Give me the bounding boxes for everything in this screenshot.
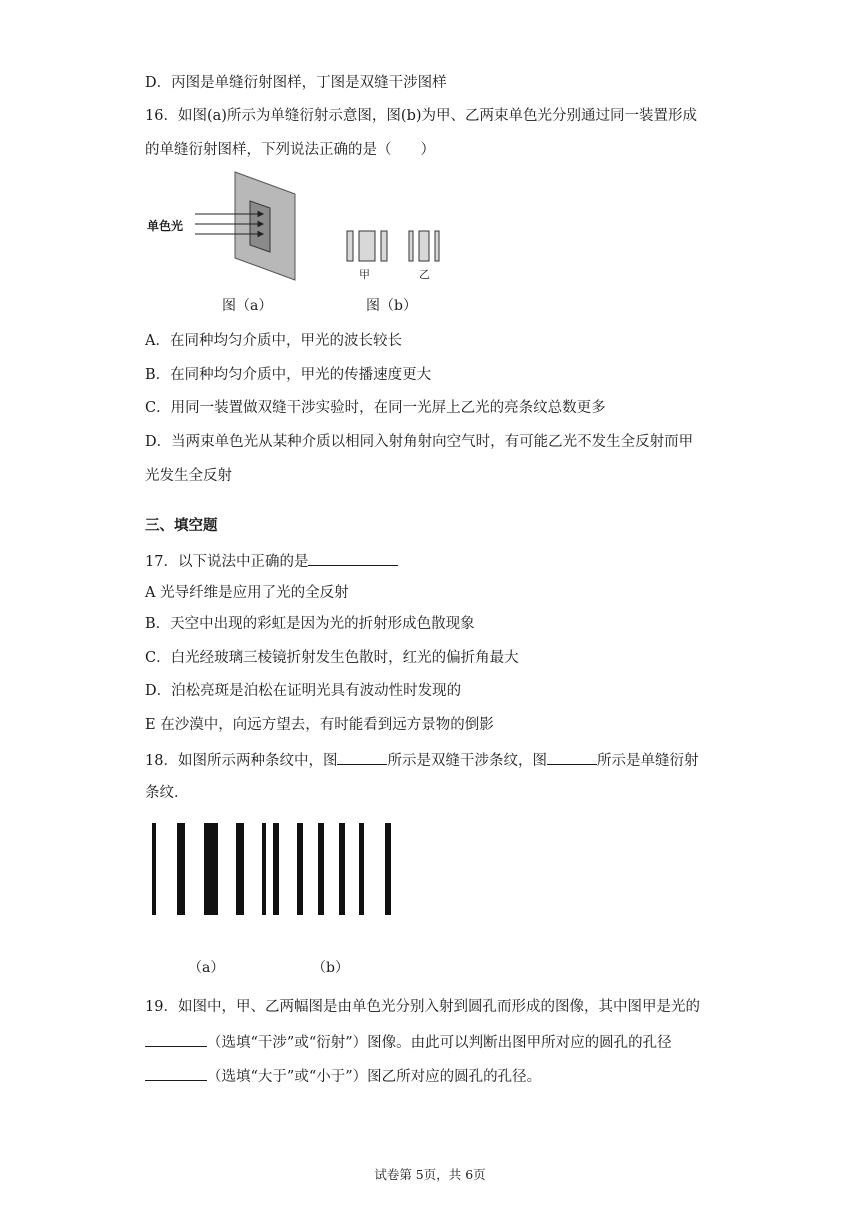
slit-window <box>250 201 270 252</box>
q19-line2 <box>145 1031 672 1053</box>
q16-option-d-line2: 光发生全反射 <box>145 468 232 484</box>
q18-caption-a: （a） <box>188 960 225 976</box>
q19-blank-2[interactable] <box>145 1065 207 1081</box>
q18-line2: 条纹． <box>145 785 189 801</box>
q18-part1: 18．如图所示两种条纹中，图 <box>145 753 338 769</box>
q17-stem-text: 17．以下说法中正确的是 <box>145 554 309 570</box>
q16-option-d-line1: D．当两束单色光从某种介质以相同入射角射向空气时，有可能乙光不发生全反射而甲 <box>145 434 694 450</box>
section-title: 三、填空题 <box>145 517 218 534</box>
q16-figure-b <box>340 228 450 268</box>
q16-stem-line1: 16．如图(a)所示为单缝衍射示意图，图(b)为甲、乙两束单色光分别通过同一装置形成 <box>145 108 698 124</box>
q19-line1: 19．如图中，甲、乙两幅图是由单色光分别入射到圆孔而形成的图像，其中图甲是光的 <box>145 999 700 1015</box>
q17-stem <box>145 550 398 572</box>
light-label: 单色光 <box>147 219 184 233</box>
q18-blank-1[interactable] <box>337 749 387 765</box>
q16-option-b: B．在同种均匀介质中，甲光的传播速度更大 <box>145 367 432 383</box>
q18-caption-b: （b） <box>312 960 349 976</box>
q17-answer-blank[interactable] <box>308 550 398 566</box>
q19-line2-text: （选填“干涉”或“衍射”）图像。由此可以判断出图甲所对应的圆孔的孔径 <box>207 1035 672 1051</box>
page-footer: 试卷第 5页，共 6页 <box>374 1167 486 1182</box>
q16-option-a: A．在同种均匀介质中，甲光的波长较长 <box>145 333 402 349</box>
pattern-yi <box>409 231 439 261</box>
q17-option-d: D．泊松亮斑是泊松在证明光具有波动性时发现的 <box>145 683 462 699</box>
q18-blank-2[interactable] <box>547 749 597 765</box>
q16-option-c: C．用同一装置做双缝干涉实验时，在同一光屏上乙光的亮条纹总数更多 <box>145 400 606 416</box>
q19-blank-1[interactable] <box>145 1031 207 1047</box>
q18-stripe-figure <box>146 820 406 920</box>
q18-part3: 所示是单缝衍射 <box>596 753 699 769</box>
q17-option-b: B．天空中出现的彩虹是因为光的折射形成色散现象 <box>145 616 475 632</box>
figure-a-caption: 图（a） <box>222 298 273 314</box>
pattern-jia <box>347 231 387 261</box>
q17-option-a: A 光导纤维是应用了光的全反射 <box>145 585 349 601</box>
stripes-b <box>262 823 391 915</box>
stripes-a <box>152 823 244 915</box>
q19-line3 <box>145 1065 541 1087</box>
label-jia: 甲 <box>359 268 370 281</box>
q17-option-e: E 在沙漠中，向远方望去，有时能看到远方景物的倒影 <box>145 717 494 733</box>
q18-stem <box>145 749 698 771</box>
q15-option-d: D．丙图是单缝衍射图样，丁图是双缝干涉图样 <box>145 75 447 91</box>
q17-option-c: C．白光经玻璃三棱镜折射发生色散时，红光的偏折角最大 <box>145 650 519 666</box>
figure-b-caption: 图（b） <box>366 298 417 314</box>
q18-part2: 所示是双缝干涉条纹，图 <box>387 753 547 769</box>
q19-line3-text: （选填“大于”或“小于”）图乙所对应的圆孔的孔径。 <box>207 1069 542 1085</box>
label-yi: 乙 <box>419 268 430 281</box>
q16-stem-line2: 的单缝衍射图样，下列说法正确的是（ ） <box>145 142 435 158</box>
